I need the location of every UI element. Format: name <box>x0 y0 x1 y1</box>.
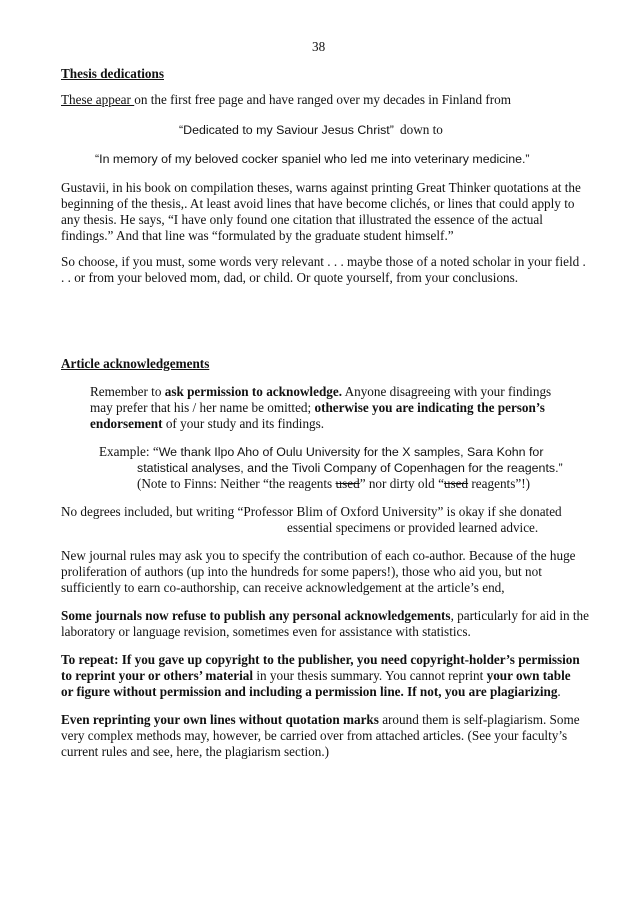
remember-line-1 <box>90 384 551 400</box>
example-label: Example: “ <box>99 444 159 459</box>
endorsement-bold: endorsement <box>90 416 163 431</box>
note-text-b: ” nor dirty old “ <box>359 476 444 491</box>
repeat-line-1: To repeat: If you gave up copyright to the publisher, you need copyright-holder’s permission <box>61 652 580 667</box>
note-strike-used-1: used <box>335 476 360 491</box>
repeat-line-3 <box>61 684 561 700</box>
refuse-line-2: laboratory or language revision, sometimes even for assistance with statistics. <box>61 624 471 639</box>
intro-underlined-text: These appear <box>61 92 135 107</box>
gustavii-line-3: any thesis. He says, “I have only found one citation that illustrated the essence of the actual <box>61 212 543 227</box>
remember-text-cont: Anyone disagreeing with your findings <box>342 384 552 399</box>
repeat-period: . <box>557 684 561 699</box>
dedications-intro <box>61 92 511 108</box>
gustavii-line-2: beginning of the thesis,. At least avoid lines that have become clichés, or lines that could apply to <box>61 196 575 211</box>
note-text-c: reagents”!) <box>468 476 530 491</box>
choose-line-2: . . or from your beloved mom, dad, or child. Or quote yourself, from your conclusions. <box>61 270 519 285</box>
self-line-1 <box>61 712 580 728</box>
note-strike-used-2: used <box>443 476 469 491</box>
example-line-2: statistical analyses, and the Tivoli Company of Copenhagen for the reagents.” <box>137 461 563 475</box>
ask-permission-bold: ask permission to acknowledge. <box>164 384 343 399</box>
self-bold: Even reprinting your own lines without quotation marks <box>61 712 379 727</box>
journal-line-1: New journal rules may ask you to specify the contribution of each co-author. Because of the huge <box>61 548 576 563</box>
self-text: around them is self-plagiarism. Some <box>378 712 580 727</box>
note-text-a: (Note to Finns: Neither “the reagents <box>137 476 336 491</box>
refuse-line-1 <box>61 608 589 624</box>
journal-line-2: proliferation of authors (up into the hundreds for some papers!), those who aid you, but not <box>61 564 542 579</box>
example-note <box>137 476 530 492</box>
refuse-bold: Some journals now refuse to publish any personal acknowledgements <box>61 608 451 623</box>
self-line-3: current rules and see, here, the plagiarism section.) <box>61 744 330 759</box>
section-heading-acknowledgements: Article acknowledgements <box>61 356 210 371</box>
example-line-1 <box>99 444 543 460</box>
intro-text: on the first free page and have ranged over my decades in Finland from <box>134 92 512 107</box>
remember-text-3: of your study and its findings. <box>162 416 325 431</box>
down-to-text: down to <box>400 122 443 137</box>
choose-line-1: So choose, if you must, some words very relevant . . . maybe those of a noted scholar in your field . <box>61 254 586 269</box>
self-line-2: very complex methods may, however, be carried over from attached articles. (See your faculty’s <box>61 728 568 743</box>
refuse-rest: , particularly for aid in the <box>450 608 589 623</box>
otherwise-bold: otherwise you are indicating the person’s <box>314 400 545 415</box>
gustavii-line-4: findings.” And that line was “formulated by the graduate student himself.” <box>61 228 454 243</box>
remember-line-2 <box>90 400 545 416</box>
repeat-bold-a: to reprint your or others’ material <box>61 668 254 683</box>
repeat-bold-c: your own table <box>486 668 571 683</box>
section-heading-dedications: Thesis dedications <box>61 66 164 81</box>
degrees-line-2: essential specimens or provided learned advice. <box>287 520 539 535</box>
repeat-text: in your thesis summary. You cannot reprint <box>253 668 487 683</box>
journal-line-3: sufficiently to earn co-authorship, can receive acknowledgement at the article’s end, <box>61 580 505 595</box>
dedication-quote-saviour: “Dedicated to my Saviour Jesus Christ” <box>179 123 394 137</box>
remember-text: Remember to <box>90 384 165 399</box>
remember-text-2: may prefer that his / her name be omitted; <box>90 400 315 415</box>
remember-line-3 <box>90 416 324 432</box>
repeat-line-2 <box>61 668 571 684</box>
page-number: 38 <box>312 39 326 54</box>
dedication-quote-spaniel: “In memory of my beloved cocker spaniel who led me into veterinary medicine.” <box>95 152 530 166</box>
example-text-1: We thank Ilpo Aho of Oulu University for the X samples, Sara Kohn for <box>158 445 544 459</box>
gustavii-line-1: Gustavii, in his book on compilation theses, warns against printing Great Thinker quotations at the <box>61 180 581 195</box>
degrees-line-1: No degrees included, but writing “Professor Blim of Oxford University” is okay if she donated <box>61 504 562 519</box>
repeat-bold-3: or figure without permission and including a permission line. If not, you are plagiarizing <box>61 684 558 699</box>
